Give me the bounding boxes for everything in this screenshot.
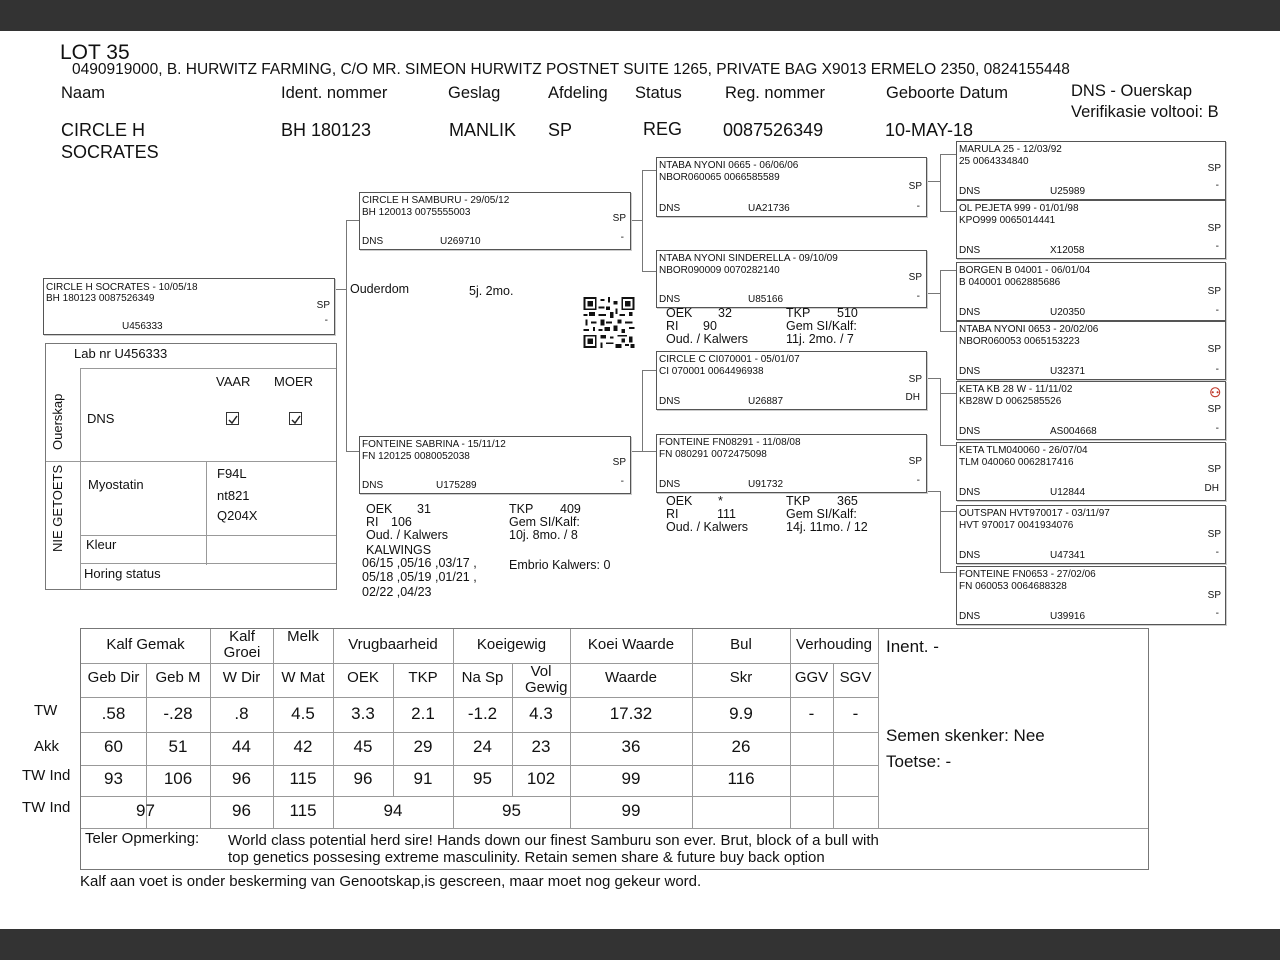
tw-value: 4.5 [291, 704, 315, 723]
sire-breed: SP [612, 213, 626, 224]
lab-number: Lab nr U456333 [74, 346, 168, 361]
animal-name-2: SOCRATES [61, 142, 159, 162]
col-geb-m: Geb M [155, 669, 201, 686]
connector [642, 451, 656, 452]
sire-code: U269710 [440, 236, 481, 247]
top-bar [0, 0, 1280, 31]
connector [334, 289, 346, 290]
ggp-breed: SP [1207, 286, 1221, 297]
group-vrugbaarheid: Vrugbaarheid [348, 636, 438, 653]
dam-embrio: Embrio Kalwers: 0 [509, 558, 611, 572]
dam-kalwings-3: 02/22 ,04/23 [362, 585, 432, 599]
ggp-dash: - [1215, 241, 1219, 252]
connector [642, 170, 643, 272]
dam-code: U175289 [436, 480, 477, 491]
ind2-value: 96 [232, 801, 251, 820]
gp4-oek-value: * [718, 494, 723, 508]
pedigree-ggp-3 [956, 262, 1226, 321]
connector [630, 451, 642, 452]
gp4-ri-value: 111 [717, 507, 737, 521]
teler-label: Teler Opmerking: [85, 830, 200, 847]
ggp-breed: SP [1207, 344, 1221, 355]
gp4-oek-label: OEK [666, 494, 693, 508]
ggp-name: BORGEN B 04001 - 06/01/04 [959, 265, 1091, 276]
ggp-code: U20350 [1050, 307, 1086, 318]
grid-line [81, 697, 878, 698]
ggp-code: AS004668 [1050, 426, 1097, 437]
ind-value: 96 [232, 769, 251, 788]
sire-dash: - [620, 232, 624, 243]
ggp-breed: SP [1207, 529, 1221, 540]
ind-value: 93 [104, 769, 123, 788]
group-kalf-gemak: Kalf Gemak [106, 636, 185, 653]
akk-value: 45 [353, 737, 373, 756]
row-label-tw-ind-2: TW Ind [22, 799, 71, 816]
dam-kalwings-label: KALWINGS [366, 543, 432, 557]
ind-value: 91 [413, 769, 433, 788]
grid-line [878, 629, 879, 828]
gp-id: FN 080291 0072475098 [659, 449, 767, 460]
gp-dash: - [916, 475, 920, 486]
myostatin-2: nt821 [217, 488, 250, 503]
col-w-mat: W Mat [281, 669, 325, 686]
divider [80, 368, 336, 369]
ggp-id: FN 060053 0064688328 [959, 581, 1067, 592]
animal-geslag: MANLIK [449, 120, 517, 140]
akk-value: 36 [621, 737, 641, 756]
ggp-breed: SP [1207, 590, 1221, 601]
bottom-bar [0, 929, 1280, 960]
tw-value: -.28 [163, 704, 193, 723]
ind-value: 96 [353, 769, 373, 788]
tw-value: 17.32 [609, 704, 653, 723]
ggp-dash: - [1215, 547, 1219, 558]
akk-value: 60 [104, 737, 123, 756]
tw-value: - [808, 704, 815, 723]
owner-line: 0490919000, B. HURWITZ FARMING, C/O MR. SIMEON HURWITZ POSTNET SUITE 1265, PRIVATE BAG X9013 ERMELO 2350, 0824155448 [72, 61, 1070, 78]
moer-checkbox [289, 412, 302, 425]
dam-dash: - [620, 476, 624, 487]
pedigree-subject [43, 278, 335, 335]
ggp-code: U47341 [1050, 550, 1086, 561]
ind-value: 99 [621, 769, 641, 788]
connector [940, 572, 956, 573]
gp-id: NBOR060065 0066585589 [659, 172, 780, 183]
dam-kalwings-2: 05/18 ,05/19 ,01/21 , [362, 570, 477, 584]
connector [346, 220, 359, 221]
ggp-code: U12844 [1050, 487, 1086, 498]
grid-line [81, 796, 878, 797]
header-ident: Ident. nommer [281, 84, 388, 102]
connector [642, 170, 656, 171]
lab-moer: MOER [274, 374, 313, 389]
pedigree-dam [359, 436, 631, 494]
vaar-checkbox [226, 412, 239, 425]
gp-name: CIRCLE C CI070001 - 05/01/07 [659, 354, 800, 365]
lab-results-box [45, 343, 337, 590]
connector [642, 370, 643, 452]
ouderdom-value: 5j. 2mo. [469, 284, 514, 298]
group-verhouding: Verhouding [796, 636, 872, 653]
ggp-breed: SP [1207, 404, 1221, 415]
connector [940, 511, 956, 512]
akk-value: 26 [731, 737, 751, 756]
tw-value: -1.2 [467, 704, 498, 723]
dam-gem-label: Gem SI/Kalf: [509, 515, 580, 529]
footer-note: Kalf aan voet is onder beskerming van Genootskap,is gescreen, maar moet nog gekeur word. [80, 873, 702, 890]
ggp-dash: - [1215, 305, 1219, 316]
grid-line [81, 828, 1148, 829]
connector [346, 451, 359, 452]
gp-name: NTABA NYONI 0665 - 06/06/06 [659, 160, 799, 171]
ind2-value: 94 [383, 801, 403, 820]
tw-value: - [852, 704, 859, 723]
gp4-tkp-label: TKP [786, 494, 811, 508]
animal-name-1: CIRCLE H [61, 120, 146, 140]
header-reg: Reg. nommer [725, 84, 825, 102]
ggp-id: B 040001 0062885686 [959, 277, 1061, 288]
tw-value: .58 [101, 704, 126, 723]
grid-line [333, 629, 334, 828]
grid-line [81, 765, 878, 766]
animal-geboorte: 10-MAY-18 [885, 120, 974, 140]
connector [940, 378, 941, 446]
pedigree-ggp-7 [956, 505, 1226, 564]
ind-value: 95 [473, 769, 492, 788]
gp2-oek-value: 32 [718, 306, 732, 320]
gp-dash: - [916, 201, 920, 212]
dam-breed: SP [612, 457, 626, 468]
pedigree-grandparent-4 [656, 434, 927, 493]
gp-code: U85166 [748, 294, 784, 305]
col-vol-gewig: Vol Gewig [525, 663, 568, 696]
connector [940, 331, 956, 332]
inent-text: Inent. - [886, 637, 939, 656]
gp-breed: SP [908, 374, 922, 385]
animal-ident: BH 180123 [281, 120, 372, 140]
ggp-dns: DNS [959, 426, 981, 437]
myostatin-1: F94L [217, 466, 247, 481]
dam-oud-label: Oud. / Kalwers [366, 528, 448, 542]
gp4-gem-label: Gem SI/Kalf: [786, 507, 857, 521]
header-geboorte: Geboorte Datum [886, 84, 1008, 102]
ggp-id: NBOR060053 0065153223 [959, 336, 1080, 347]
gp2-oek-label: OEK [666, 306, 693, 320]
akk-value: 23 [531, 737, 551, 756]
animal-afdeling: SP [548, 120, 573, 140]
dam-ri-value: 106 [391, 515, 412, 529]
toetse-text: Toetse: - [886, 752, 952, 771]
col-geb-dir: Geb Dir [87, 669, 140, 686]
dam-dns: DNS [362, 480, 384, 491]
ggp-dns: DNS [959, 550, 981, 561]
animal-status: REG [643, 119, 683, 139]
grid-line [81, 732, 878, 733]
ggp-dns: DNS [959, 611, 981, 622]
ggp-name: KETA TLM040060 - 26/07/04 [959, 445, 1088, 456]
subject-code: U456333 [122, 321, 163, 332]
gp-code: U91732 [748, 479, 784, 490]
sire-id: BH 120013 0075555003 [362, 207, 471, 218]
gp-breed: SP [908, 272, 922, 283]
myostatin-label: Myostatin [88, 477, 144, 492]
pedigree-grandparent-2 [656, 250, 927, 308]
gp-dns: DNS [659, 203, 681, 214]
gp4-gem-value: 14j. 11mo. / 12 [786, 520, 868, 534]
subject-id: BH 180123 0087526349 [46, 293, 155, 304]
grid-line [81, 663, 878, 664]
ggp-name: KETA KB 28 W - 11/11/02 [959, 384, 1073, 395]
ind2-value: 95 [502, 801, 521, 820]
lab-dns: DNS [87, 411, 115, 426]
header-naam: Naam [61, 84, 106, 102]
ggp-name: FONTEINE FN0653 - 27/02/06 [959, 569, 1096, 580]
teler-line-2: top genetics possesing extreme masculinity. Retain semen share & future buy back option [228, 849, 825, 866]
grid-line [692, 629, 693, 828]
ind-value: 102 [526, 769, 556, 788]
gp-code: U26887 [748, 396, 784, 407]
grid-line [453, 629, 454, 828]
col-w-dir: W Dir [222, 669, 261, 686]
connector [926, 181, 940, 182]
ggp-dash: DH [1204, 483, 1219, 494]
connector [642, 271, 656, 272]
grid-line [833, 663, 834, 828]
connector [940, 270, 941, 332]
connector [940, 445, 956, 446]
ind-value: 106 [163, 769, 193, 788]
ggp-name: MARULA 25 - 12/03/92 [959, 144, 1062, 155]
sire-name: CIRCLE H SAMBURU - 29/05/12 [362, 195, 510, 206]
group-koeigewig: Koeigewig [476, 636, 547, 653]
gp-dns: DNS [659, 479, 681, 490]
gp-name: NTABA NYONI SINDERELLA - 09/10/09 [659, 253, 838, 264]
connector [926, 491, 940, 492]
row-label-tw: TW [34, 702, 58, 719]
ggp-breed: SP [1207, 223, 1221, 234]
ggp-code: X12058 [1050, 245, 1085, 256]
ggp-name: OUTSPAN HVT970017 - 03/11/97 [959, 508, 1110, 519]
animal-reg: 0087526349 [723, 120, 824, 140]
connector [940, 491, 941, 573]
grid-line [790, 629, 791, 828]
group-bul: Bul [730, 636, 752, 653]
akk-value: 29 [413, 737, 433, 756]
qr-code-icon [582, 297, 636, 348]
gp2-ri-label: RI [666, 319, 679, 333]
pedigree-ggp-5 [956, 381, 1226, 440]
col-waarde: Waarde [605, 669, 657, 686]
kleur-label: Kleur [86, 537, 117, 552]
header-dns: DNS - Ouerskap [1071, 82, 1193, 100]
subject-breed: SP [316, 300, 330, 311]
gp2-tkp-label: TKP [786, 306, 811, 320]
gp-breed: SP [908, 181, 922, 192]
pedigree-ggp-2 [956, 200, 1226, 259]
myostatin-3: Q204X [217, 508, 258, 523]
ebv-table [80, 628, 1149, 870]
pedigree-grandparent-1 [656, 157, 927, 217]
row-label-tw-ind: TW Ind [22, 767, 71, 784]
ggp-dash: - [1215, 364, 1219, 375]
dam-tkp-value: 409 [560, 502, 581, 516]
dam-oek-value: 31 [417, 502, 431, 516]
ggp-id: KPO999 0065014441 [959, 215, 1056, 226]
dam-kalwings-1: 06/15 ,05/16 ,03/17 , [362, 556, 477, 570]
ggp-id: KB28W D 0062585526 [959, 396, 1062, 407]
dam-oek-label: OEK [366, 502, 393, 516]
grid-line [273, 629, 274, 828]
dam-ri-label: RI [366, 515, 379, 529]
gp-breed: SP [908, 456, 922, 467]
subject-dash: - [324, 315, 328, 326]
ind2-value: 99 [621, 801, 641, 820]
gp2-gem-label: Gem SI/Kalf: [786, 319, 857, 333]
row-label-akk: Akk [34, 738, 60, 755]
divider [80, 563, 336, 564]
col-ggv: GGV [794, 669, 829, 686]
akk-value: 51 [168, 737, 188, 756]
ind2-value: 97 [136, 801, 155, 820]
pedigree-ggp-1 [956, 141, 1226, 200]
ggp-dns: DNS [959, 245, 981, 256]
ind2-value: 115 [289, 801, 317, 820]
lab-vaar: VAAR [216, 374, 251, 389]
ggp-name: NTABA NYONI 0653 - 20/02/06 [959, 324, 1099, 335]
tw-value: 2.1 [411, 704, 435, 723]
ggp-breed: SP [1207, 163, 1221, 174]
ggp-name: OL PEJETA 999 - 01/01/98 [959, 203, 1079, 214]
gp-dns: DNS [659, 396, 681, 407]
pedigree-grandparent-3 [656, 351, 927, 410]
sire-dns: DNS [362, 236, 384, 247]
ggp-id: TLM 040060 0062817416 [959, 457, 1074, 468]
pedigree-ggp-4 [956, 321, 1226, 380]
ggp-code: U25989 [1050, 186, 1086, 197]
gp-dash: - [916, 291, 920, 302]
col-skr: Skr [729, 669, 753, 686]
ggp-dns: DNS [959, 186, 981, 197]
genomic-badge-icon: ⚇ [1209, 385, 1221, 400]
gp2-tkp-value: 510 [837, 306, 858, 320]
connector [940, 154, 956, 155]
header-verifikasie: Verifikasie voltooi: B [1071, 103, 1219, 121]
ouderdom-label: Ouderdom [350, 282, 410, 296]
divider [46, 461, 336, 462]
gp-dash: DH [905, 392, 920, 403]
dam-id: FN 120125 0080052038 [362, 451, 470, 462]
ouerskap-label: Ouerskap [50, 393, 65, 450]
pedigree-ggp-8 [956, 566, 1226, 625]
gp-dns: DNS [659, 294, 681, 305]
grid-line [570, 629, 571, 828]
dam-name: FONTEINE SABRINA - 15/11/12 [362, 439, 506, 450]
header-geslag: Geslag [448, 84, 501, 102]
ggp-id: HVT 970017 0041934076 [959, 520, 1074, 531]
gp4-oud-label: Oud. / Kalwers [666, 520, 748, 534]
connector [940, 154, 941, 212]
col-tkp: TKP [408, 669, 438, 686]
ggp-dash: - [1215, 180, 1219, 191]
connector [630, 220, 642, 221]
horing-label: Horing status [84, 566, 161, 581]
ggp-dash: - [1215, 608, 1219, 619]
connector [940, 393, 956, 394]
tw-value: .8 [234, 704, 249, 723]
nie-getoets-label: NIE GETOETS [50, 464, 65, 552]
ggp-id: 25 0064334840 [959, 156, 1029, 167]
dam-gem-value: 10j. 8mo. / 8 [509, 528, 578, 542]
connector [926, 293, 940, 294]
col-oek: OEK [347, 669, 379, 686]
tw-value: 9.9 [729, 704, 753, 723]
gp-code: UA21736 [748, 203, 790, 214]
ggp-dash: - [1215, 423, 1219, 434]
header-afdeling: Afdeling [548, 84, 608, 102]
pedigree-ggp-6 [956, 442, 1226, 501]
connector [346, 220, 347, 452]
gp4-tkp-value: 365 [837, 494, 858, 508]
gp-id: NBOR090009 0070282140 [659, 265, 780, 276]
subject-name: CIRCLE H SOCRATES - 10/05/18 [46, 282, 198, 293]
divider [80, 535, 336, 536]
connector [940, 270, 956, 271]
akk-value: 42 [293, 737, 313, 756]
akk-value: 24 [473, 737, 492, 756]
akk-value: 44 [232, 737, 251, 756]
dam-tkp-label: TKP [509, 502, 534, 516]
teler-line-1: World class potential herd sire! Hands down our finest Samburu son ever. Brut, block of a bull with [228, 832, 879, 849]
ind-value: 116 [727, 769, 755, 788]
divider [206, 461, 207, 565]
ggp-code: U39916 [1050, 611, 1086, 622]
ggp-code: U32371 [1050, 366, 1086, 377]
ggp-dns: DNS [959, 487, 981, 498]
tw-value: 4.3 [529, 704, 553, 723]
header-status: Status [635, 84, 682, 102]
semen-text: Semen skenker: Nee [886, 726, 1045, 745]
connector [926, 378, 940, 379]
gp-name: FONTEINE FN08291 - 11/08/08 [659, 437, 801, 448]
gp4-ri-label: RI [666, 507, 679, 521]
col-na-sp: Na Sp [461, 669, 504, 686]
lot-number: LOT 35 [60, 41, 130, 64]
ggp-dns: DNS [959, 366, 981, 377]
group-kalf-groei: Kalf Groei [223, 628, 261, 661]
gp-id: CI 070001 0064496938 [659, 366, 764, 377]
ggp-breed: SP [1207, 464, 1221, 475]
grid-line [210, 629, 211, 828]
pedigree-sire [359, 192, 631, 250]
connector [940, 211, 956, 212]
gp2-ri-value: 90 [703, 319, 717, 333]
tw-value: 3.3 [351, 704, 375, 723]
col-sgv: SGV [839, 669, 872, 686]
divider [80, 368, 81, 589]
gp2-oud-label: Oud. / Kalwers [666, 332, 748, 346]
ind-value: 115 [289, 769, 317, 788]
connector [642, 370, 656, 371]
group-melk: Melk [287, 628, 319, 645]
ggp-dns: DNS [959, 307, 981, 318]
gp2-gem-value: 11j. 2mo. / 7 [786, 332, 854, 346]
group-koei-waarde: Koei Waarde [587, 636, 675, 653]
